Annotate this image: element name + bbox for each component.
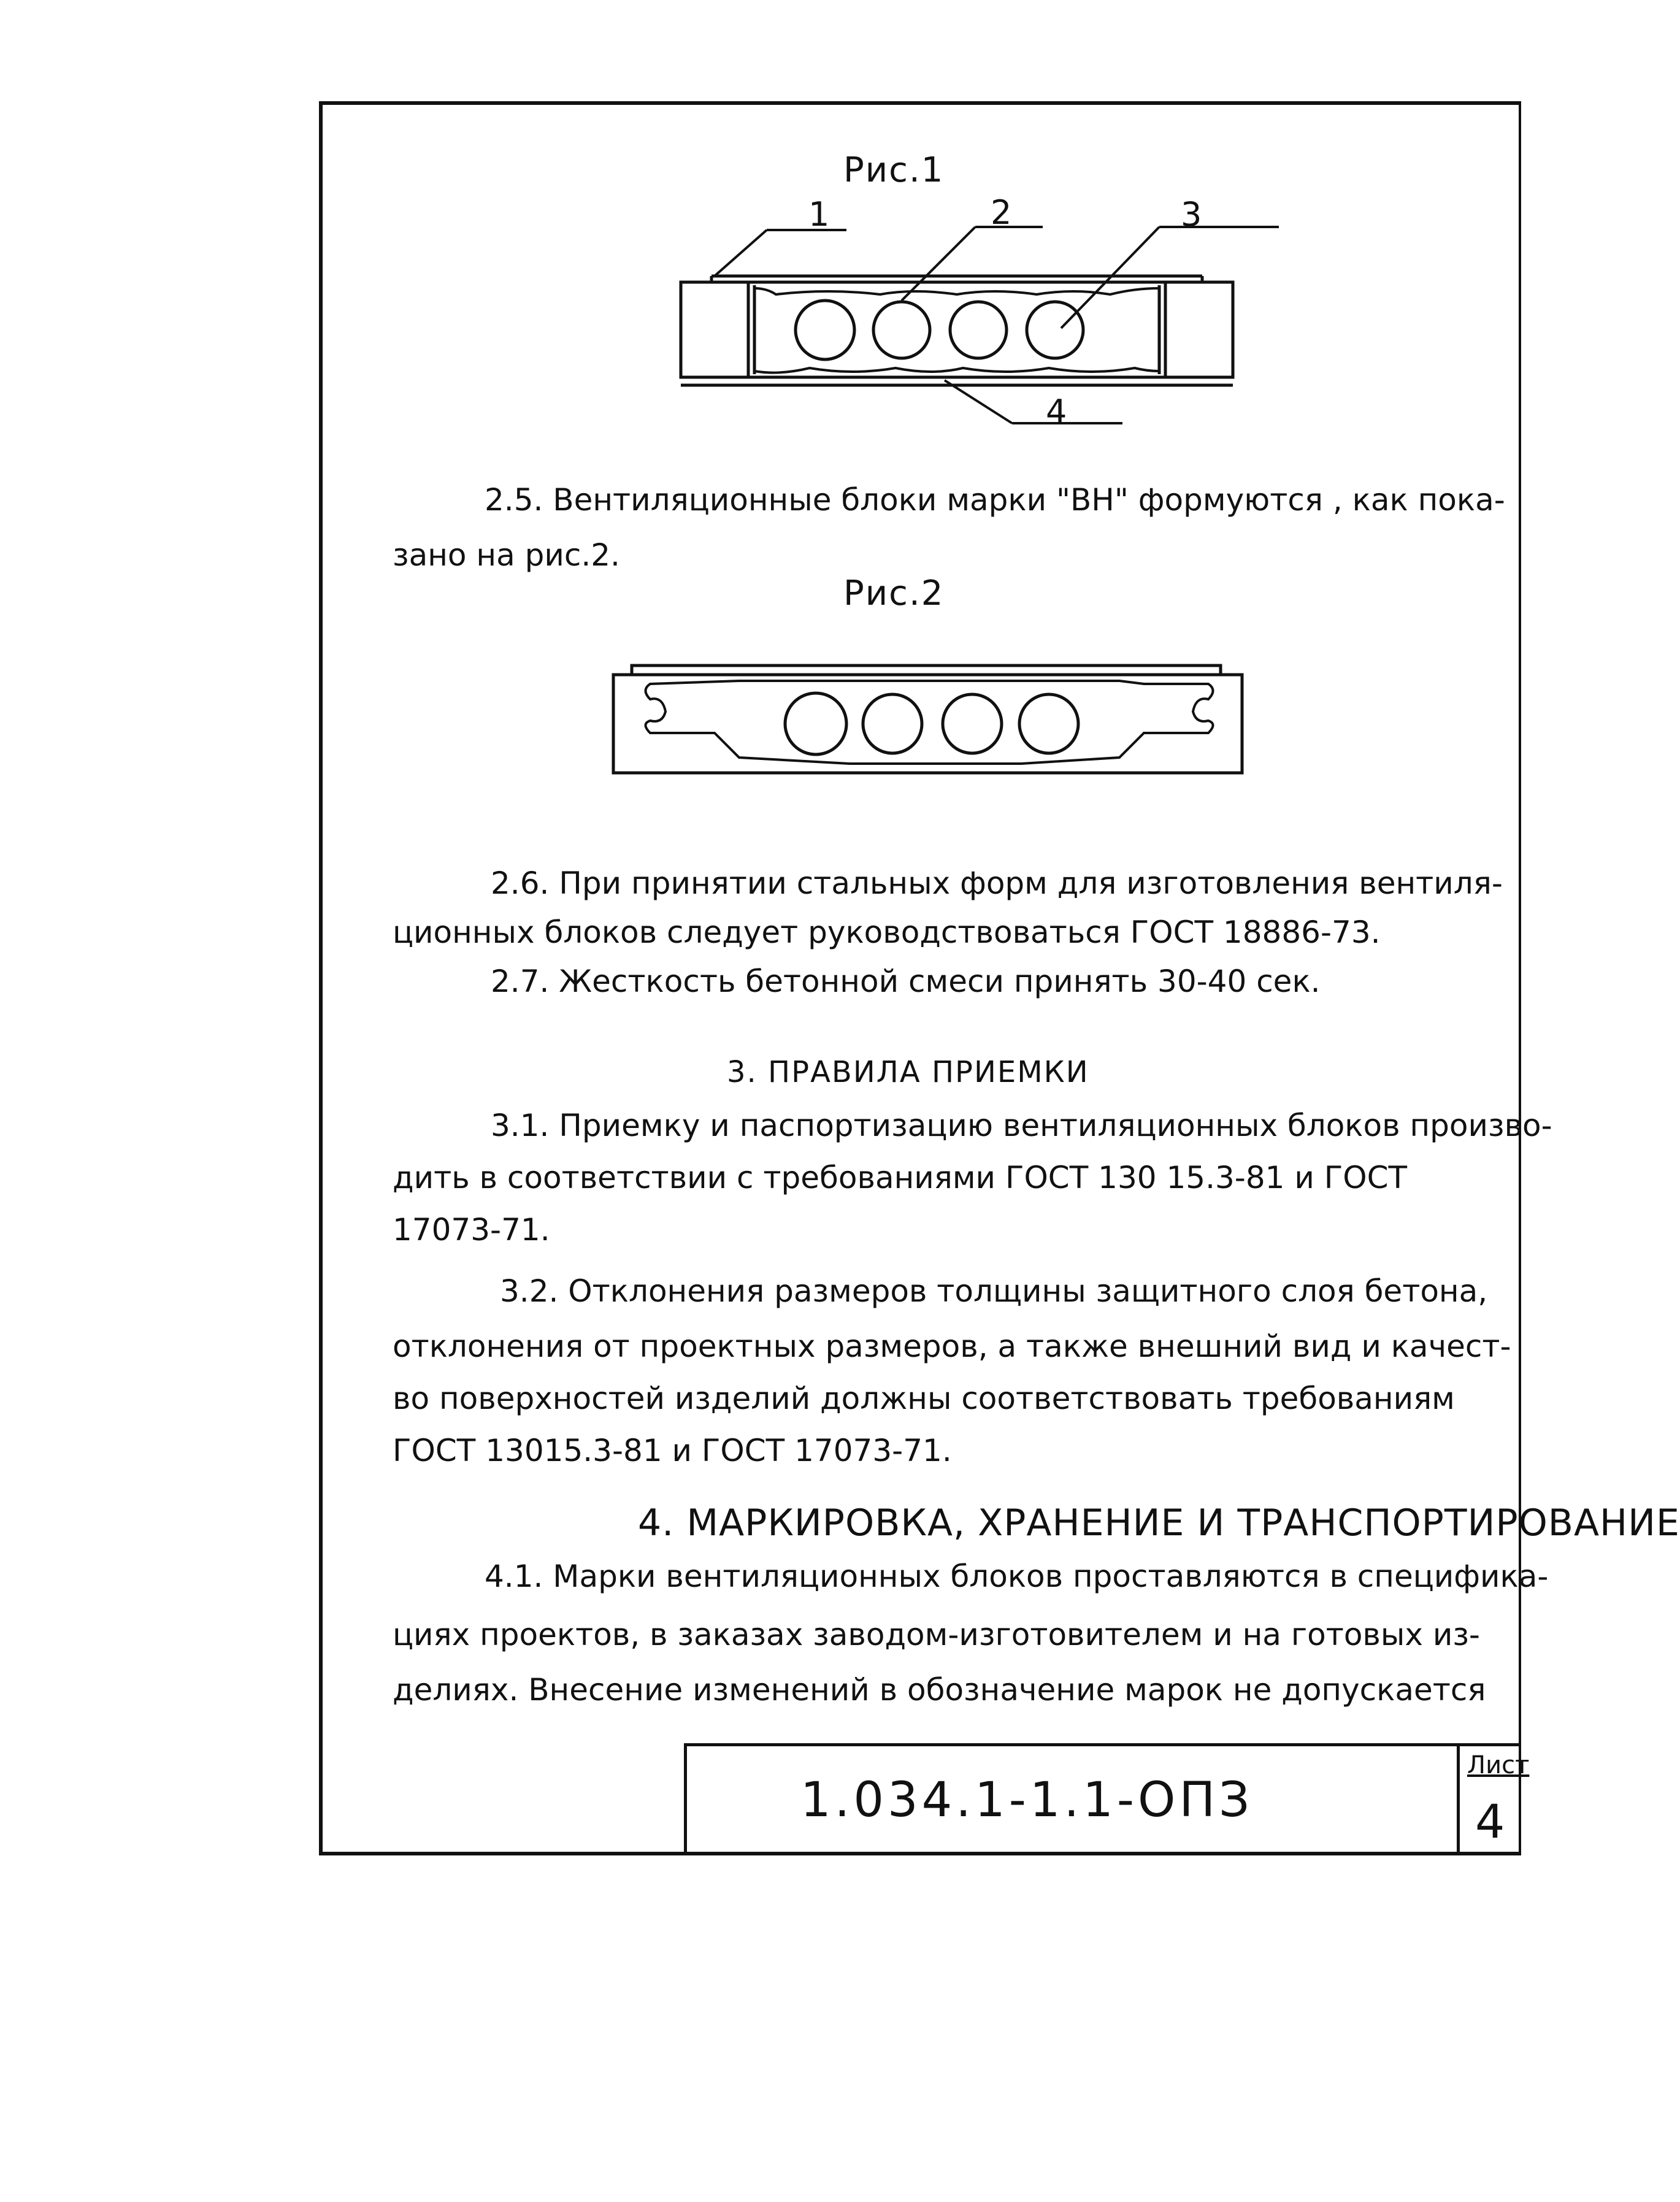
fig2-hole-1 (785, 693, 846, 754)
para-3-1-line3: 17073-71. (393, 1212, 550, 1248)
fig1-hole-4 (1027, 302, 1083, 358)
para-3-2-line1: 3.2. Отклонения размеров толщины защитного слоя бетона, (500, 1273, 1488, 1309)
para-3-2-line3: во поверхностей изделий должны соответствовать требованиям (393, 1381, 1455, 1416)
fig1-callout-1: 1 (808, 195, 831, 234)
para-3-1-line2: дить в соответствии с требованиями ГОСТ 130 15.3-81 и ГОСТ (393, 1160, 1408, 1195)
fig1-hole-2 (873, 302, 930, 358)
fig2-drawing (604, 656, 1254, 785)
fig2-hole-4 (1019, 694, 1078, 753)
para-3-1-line1: 3.1. Приемку и паспортизацию вентиляционных блоков произво- (491, 1108, 1552, 1143)
sheet-label: Лист (1467, 1751, 1530, 1779)
fig1-block-outline (681, 282, 1233, 377)
para-3-2-line2: отклонения от проектных размеров, а также внешний вид и качест- (393, 1329, 1511, 1364)
fig2-hole-3 (943, 694, 1002, 753)
para-3-2-line4: ГОСТ 13015.3-81 и ГОСТ 17073-71. (393, 1433, 952, 1468)
para-4-1-line3: делиях. Внесение изменений в обозначение марок не допускается (393, 1672, 1486, 1708)
para-2-5-line1: 2.5. Вентиляционные блоки марки "ВН" формуются , как пока- (485, 482, 1505, 518)
para-2-5-line2: зано на рис.2. (393, 537, 620, 573)
para-2-6-line2: ционных блоков следует руководствоваться ГОСТ 18886-73. (393, 915, 1381, 950)
fig1-callout-3: 3 (1181, 195, 1203, 234)
fig1-caption: Рис.1 (843, 150, 945, 190)
fig2-block-outline (613, 675, 1242, 773)
fig2-hole-2 (863, 694, 922, 753)
fig1-callout-4: 4 (1046, 393, 1068, 431)
fig1-callout-2: 2 (991, 193, 1013, 232)
fig2-core-profile (646, 681, 1213, 764)
para-4-1-line1: 4.1. Марки вентиляционных блоков проставляются в специфика- (485, 1559, 1549, 1594)
fig1-hole-1 (796, 301, 854, 359)
document-code: 1.034.1-1.1-ОПЗ (800, 1773, 1254, 1828)
para-2-6-line1: 2.6. При принятии стальных форм для изготовления вентиля- (491, 865, 1503, 901)
para-4-1-line2: циях проектов, в заказах заводом-изготовителем и на готовых из- (393, 1617, 1480, 1652)
fig1-hole-3 (950, 302, 1007, 358)
section4-heading: 4. МАРКИРОВКА, ХРАНЕНИЕ И ТРАНСПОРТИРОВАНИЕ (638, 1502, 1680, 1544)
fig2-caption: Рис.2 (843, 574, 945, 613)
section3-heading: 3. ПРАВИЛА ПРИЕМКИ (727, 1055, 1089, 1089)
para-2-7-line1: 2.7. Жесткость бетонной смеси принять 30-40 сек. (491, 964, 1321, 999)
sheet-number: 4 (1475, 1794, 1505, 1849)
